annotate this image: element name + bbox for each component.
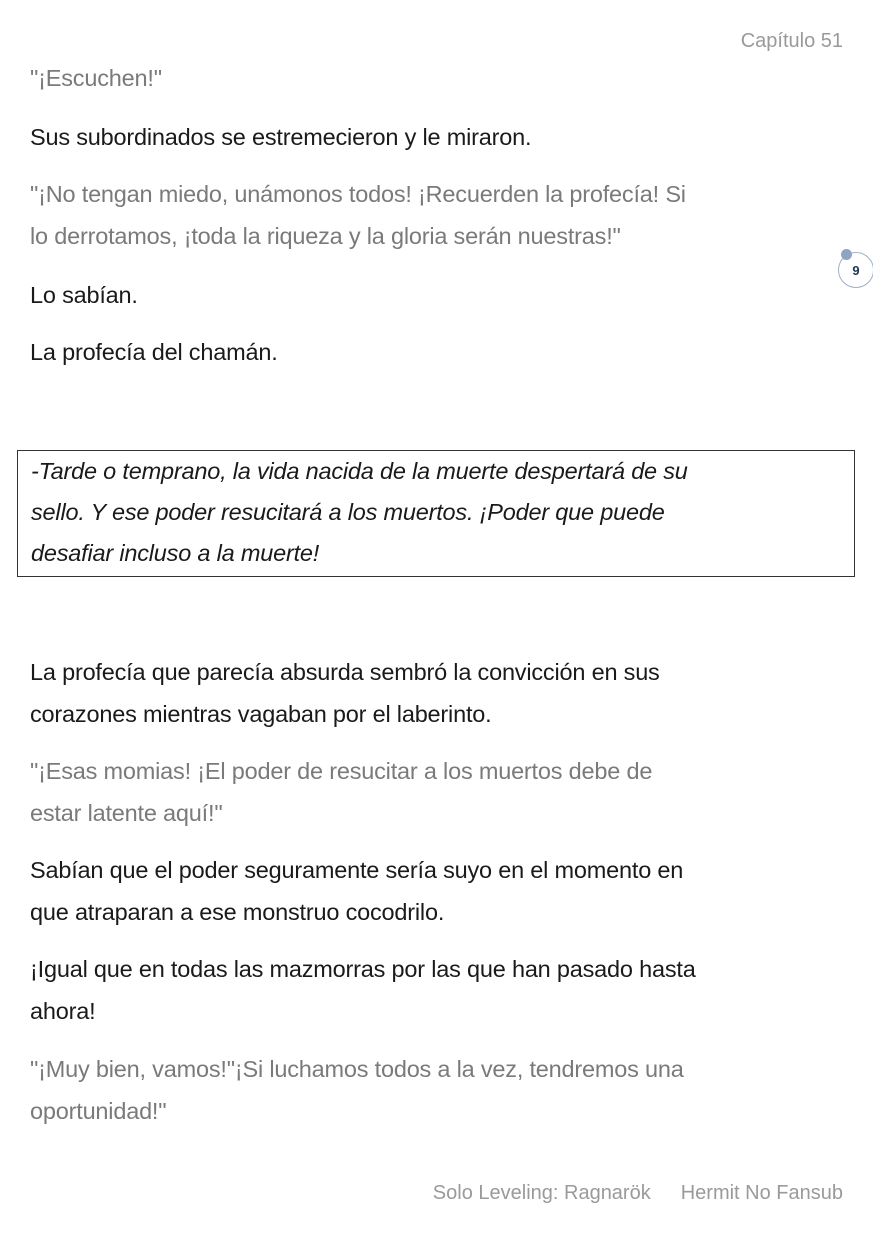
fansub-group: Hermit No Fansub: [680, 1182, 843, 1204]
series-title: Solo Leveling: Ragnarök: [432, 1182, 651, 1204]
badge-dot-icon: [841, 249, 852, 260]
footer: [433, 1182, 843, 1205]
paragraph: Sus subordinados se estremecieron y le miraron.: [30, 124, 532, 150]
paragraph: "¡Esas momias! ¡El poder de resucitar a los muertos debe de estar latente aquí!": [30, 758, 653, 826]
paragraph: "¡Escuchen!": [30, 65, 162, 91]
quote-text: -Tarde o temprano, la vida nacida de la muerte despertará de su sello. Y ese poder resucitará a los muertos. ¡Poder que puede desafiar incluso a la muerte!: [31, 458, 688, 566]
paragraph: La profecía del chamán.: [30, 339, 278, 365]
paragraph: "¡Muy bien, vamos!"¡Si luchamos todos a la vez, tendremos una oportunidad!": [30, 1056, 684, 1124]
paragraph: "¡No tengan miedo, unámonos todos! ¡Recuerden la profecía! Si lo derrotamos, ¡toda la riqueza y la gloria serán nuestras!": [30, 181, 686, 249]
paragraph: Sabían que el poder seguramente sería suyo en el momento en que atraparan a ese monstruo cocodrilo.: [30, 857, 684, 925]
paragraph: Lo sabían.: [30, 282, 138, 308]
paragraph: La profecía que parecía absurda sembró la convicción en sus corazones mientras vagaban por el laberinto.: [30, 659, 660, 727]
paragraph: ¡Igual que en todas las mazmorras por las que han pasado hasta ahora!: [30, 956, 696, 1024]
page-number-badge[interactable]: 9: [838, 252, 873, 288]
prophecy-quote-box: [17, 450, 855, 577]
chapter-header: Capítulo 51: [740, 30, 843, 52]
